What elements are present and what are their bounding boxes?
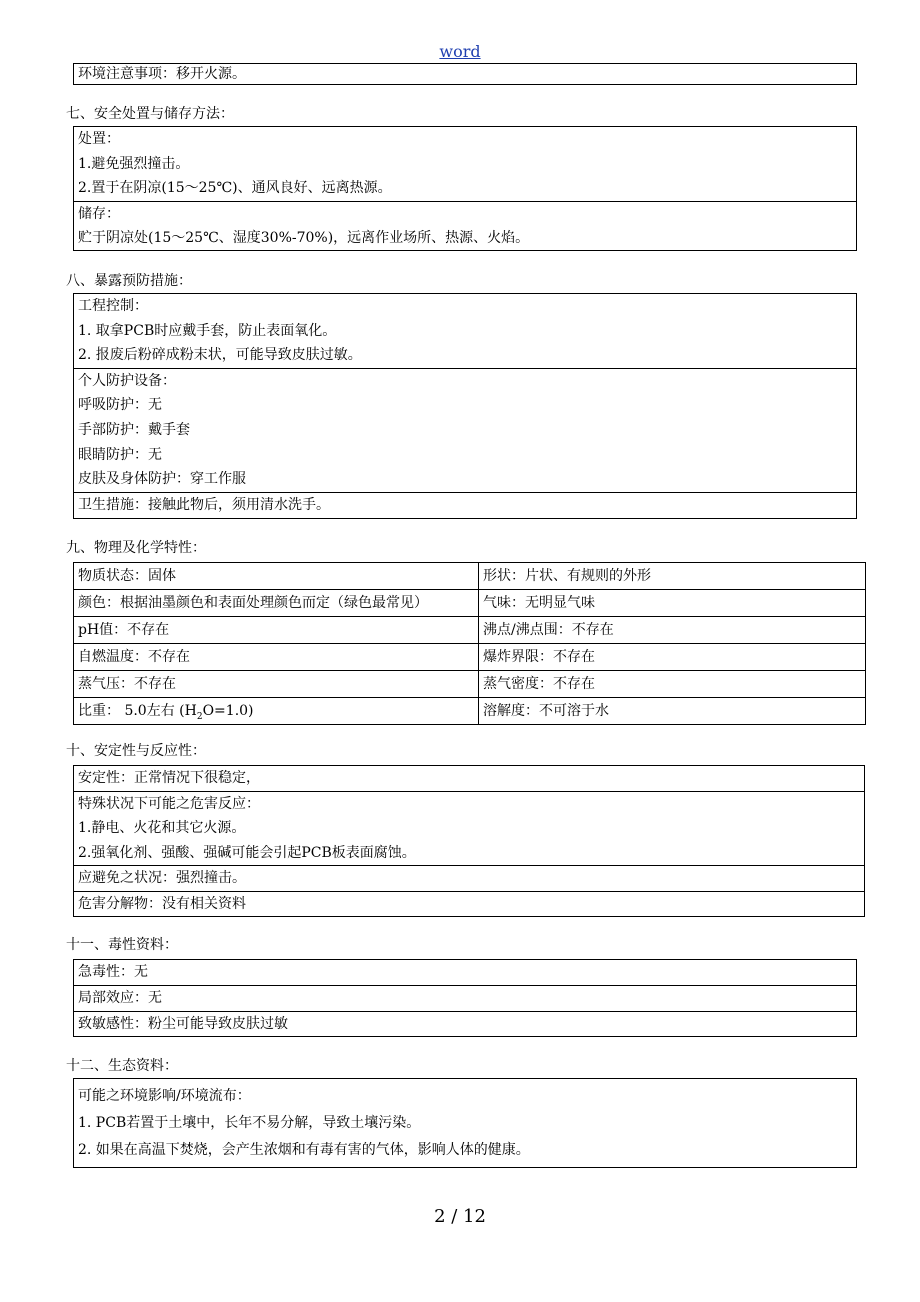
env-note-box bbox=[73, 63, 857, 85]
page-number: 2 / 12 bbox=[434, 1206, 486, 1227]
properties-table bbox=[73, 562, 866, 725]
avoid-line: 应避免之状况：强烈撞击。 bbox=[78, 870, 246, 887]
section7-box bbox=[73, 126, 857, 251]
table-row bbox=[74, 698, 866, 725]
table-cell: 蒸气密度：不存在 bbox=[479, 671, 866, 698]
engineering-line: 2. 报废后粉碎成粉末状，可能导致皮肤过敏。 bbox=[78, 347, 362, 364]
disposal-line: 处置： bbox=[78, 131, 120, 147]
section12-box bbox=[73, 1078, 857, 1168]
section8-hygiene bbox=[74, 492, 856, 518]
engineering-line: 工程控制： bbox=[78, 298, 148, 314]
section11-box bbox=[73, 959, 857, 1037]
section10-hazards bbox=[74, 791, 864, 866]
table-cell: 物质状态：固体 bbox=[74, 563, 479, 590]
decomposition-line: 危害分解物：没有相关资料 bbox=[78, 895, 246, 912]
section8-engineering bbox=[74, 294, 856, 368]
toxicity-line: 致敏感性：粉尘可能导致皮肤过敏 bbox=[78, 1016, 288, 1032]
hygiene-line: 卫生措施：接触此物后，须用清水洗手。 bbox=[78, 496, 330, 513]
table-cell: 颜色：根据油墨颜色和表面处理颜色而定（绿色最常见） bbox=[74, 590, 479, 617]
section9-heading: 九、物理及化学特性： bbox=[66, 540, 206, 556]
toxicity-line: 局部效应：无 bbox=[78, 990, 162, 1006]
section10-decomposition bbox=[74, 891, 864, 917]
disposal-line: 1.避免强烈撞击。 bbox=[78, 155, 190, 172]
ppe-line: 个人防护设备： bbox=[78, 372, 176, 389]
ecology-cell bbox=[74, 1079, 856, 1164]
table-cell: 气味：无明显气味 bbox=[479, 590, 866, 617]
hazard-line: 特殊状况下可能之危害反应： bbox=[78, 795, 260, 812]
stability-line: 安定性：正常情况下很稳定， bbox=[78, 770, 260, 786]
engineering-line: 1. 取拿PCB时应戴手套，防止表面氧化。 bbox=[78, 322, 337, 339]
toxicity-line: 急毒性：无 bbox=[78, 964, 148, 980]
hazard-line: 2.强氧化剂、强酸、强碱可能会引起PCB板表面腐蚀。 bbox=[78, 844, 416, 861]
gravity-label: 比重： 5.0左右 (H bbox=[78, 703, 197, 719]
ppe-line: 皮肤及身体防护：穿工作服 bbox=[78, 471, 246, 488]
table-row bbox=[74, 671, 866, 698]
storage-line: 贮于阴凉处(15～25℃、湿度30%-70%)，远离作业场所、热源、火焰。 bbox=[78, 230, 530, 247]
gravity-tail: O=1.0) bbox=[202, 703, 254, 719]
table-row bbox=[74, 617, 866, 644]
disposal-line: 2.置于在阴凉(15～25℃)、通风良好、远离热源。 bbox=[78, 180, 392, 197]
storage-line: 储存： bbox=[78, 205, 120, 222]
section8-box bbox=[73, 293, 857, 519]
section7-storage bbox=[74, 201, 856, 251]
table-cell: 爆炸界限：不存在 bbox=[479, 644, 866, 671]
header-word-link[interactable]: word bbox=[439, 42, 481, 61]
env-note: 环境注意事项：移开火源。 bbox=[78, 66, 246, 82]
section8-ppe bbox=[74, 368, 856, 492]
ppe-line: 手部防护：戴手套 bbox=[78, 421, 190, 438]
section8-heading: 八、暴露预防措施： bbox=[66, 273, 192, 289]
ecology-line: 可能之环境影响/环境流布： bbox=[78, 1088, 251, 1104]
section11-heading: 十一、毒性资料： bbox=[66, 937, 178, 953]
section10-avoid bbox=[74, 865, 864, 891]
section7-disposal bbox=[74, 127, 856, 201]
table-cell: 自燃温度：不存在 bbox=[74, 644, 479, 671]
table-cell: 沸点/沸点围：不存在 bbox=[479, 617, 866, 644]
ecology-line: 1. PCB若置于土壤中，长年不易分解，导致土壤污染。 bbox=[78, 1115, 421, 1131]
section10-box bbox=[73, 765, 865, 917]
toxicity-row bbox=[74, 985, 856, 1011]
table-row bbox=[74, 590, 866, 617]
toxicity-row bbox=[74, 960, 856, 985]
ecology-line: 2. 如果在高温下焚烧，会产生浓烟和有毒有害的气体，影响人体的健康。 bbox=[78, 1142, 530, 1158]
table-row bbox=[74, 644, 866, 671]
table-row bbox=[74, 563, 866, 590]
toxicity-row bbox=[74, 1011, 856, 1037]
table-cell: pH值：不存在 bbox=[74, 617, 479, 644]
solubility-cell: 溶解度：不可溶于水 bbox=[479, 698, 866, 725]
section10-stability bbox=[74, 766, 864, 791]
gravity-subscript: 2 bbox=[196, 711, 203, 722]
section12-heading: 十二、生态资料： bbox=[66, 1058, 178, 1074]
table-cell: 蒸气压：不存在 bbox=[74, 671, 479, 698]
section10-heading: 十、安定性与反应性： bbox=[66, 743, 206, 759]
specific-gravity-cell bbox=[74, 698, 479, 725]
table-cell: 形状：片状、有规则的外形 bbox=[479, 563, 866, 590]
ppe-line: 眼睛防护：无 bbox=[78, 446, 162, 463]
section7-heading: 七、安全处置与储存方法： bbox=[66, 106, 234, 122]
ppe-line: 呼吸防护：无 bbox=[78, 397, 162, 414]
hazard-line: 1.静电、火花和其它火源。 bbox=[78, 820, 246, 837]
